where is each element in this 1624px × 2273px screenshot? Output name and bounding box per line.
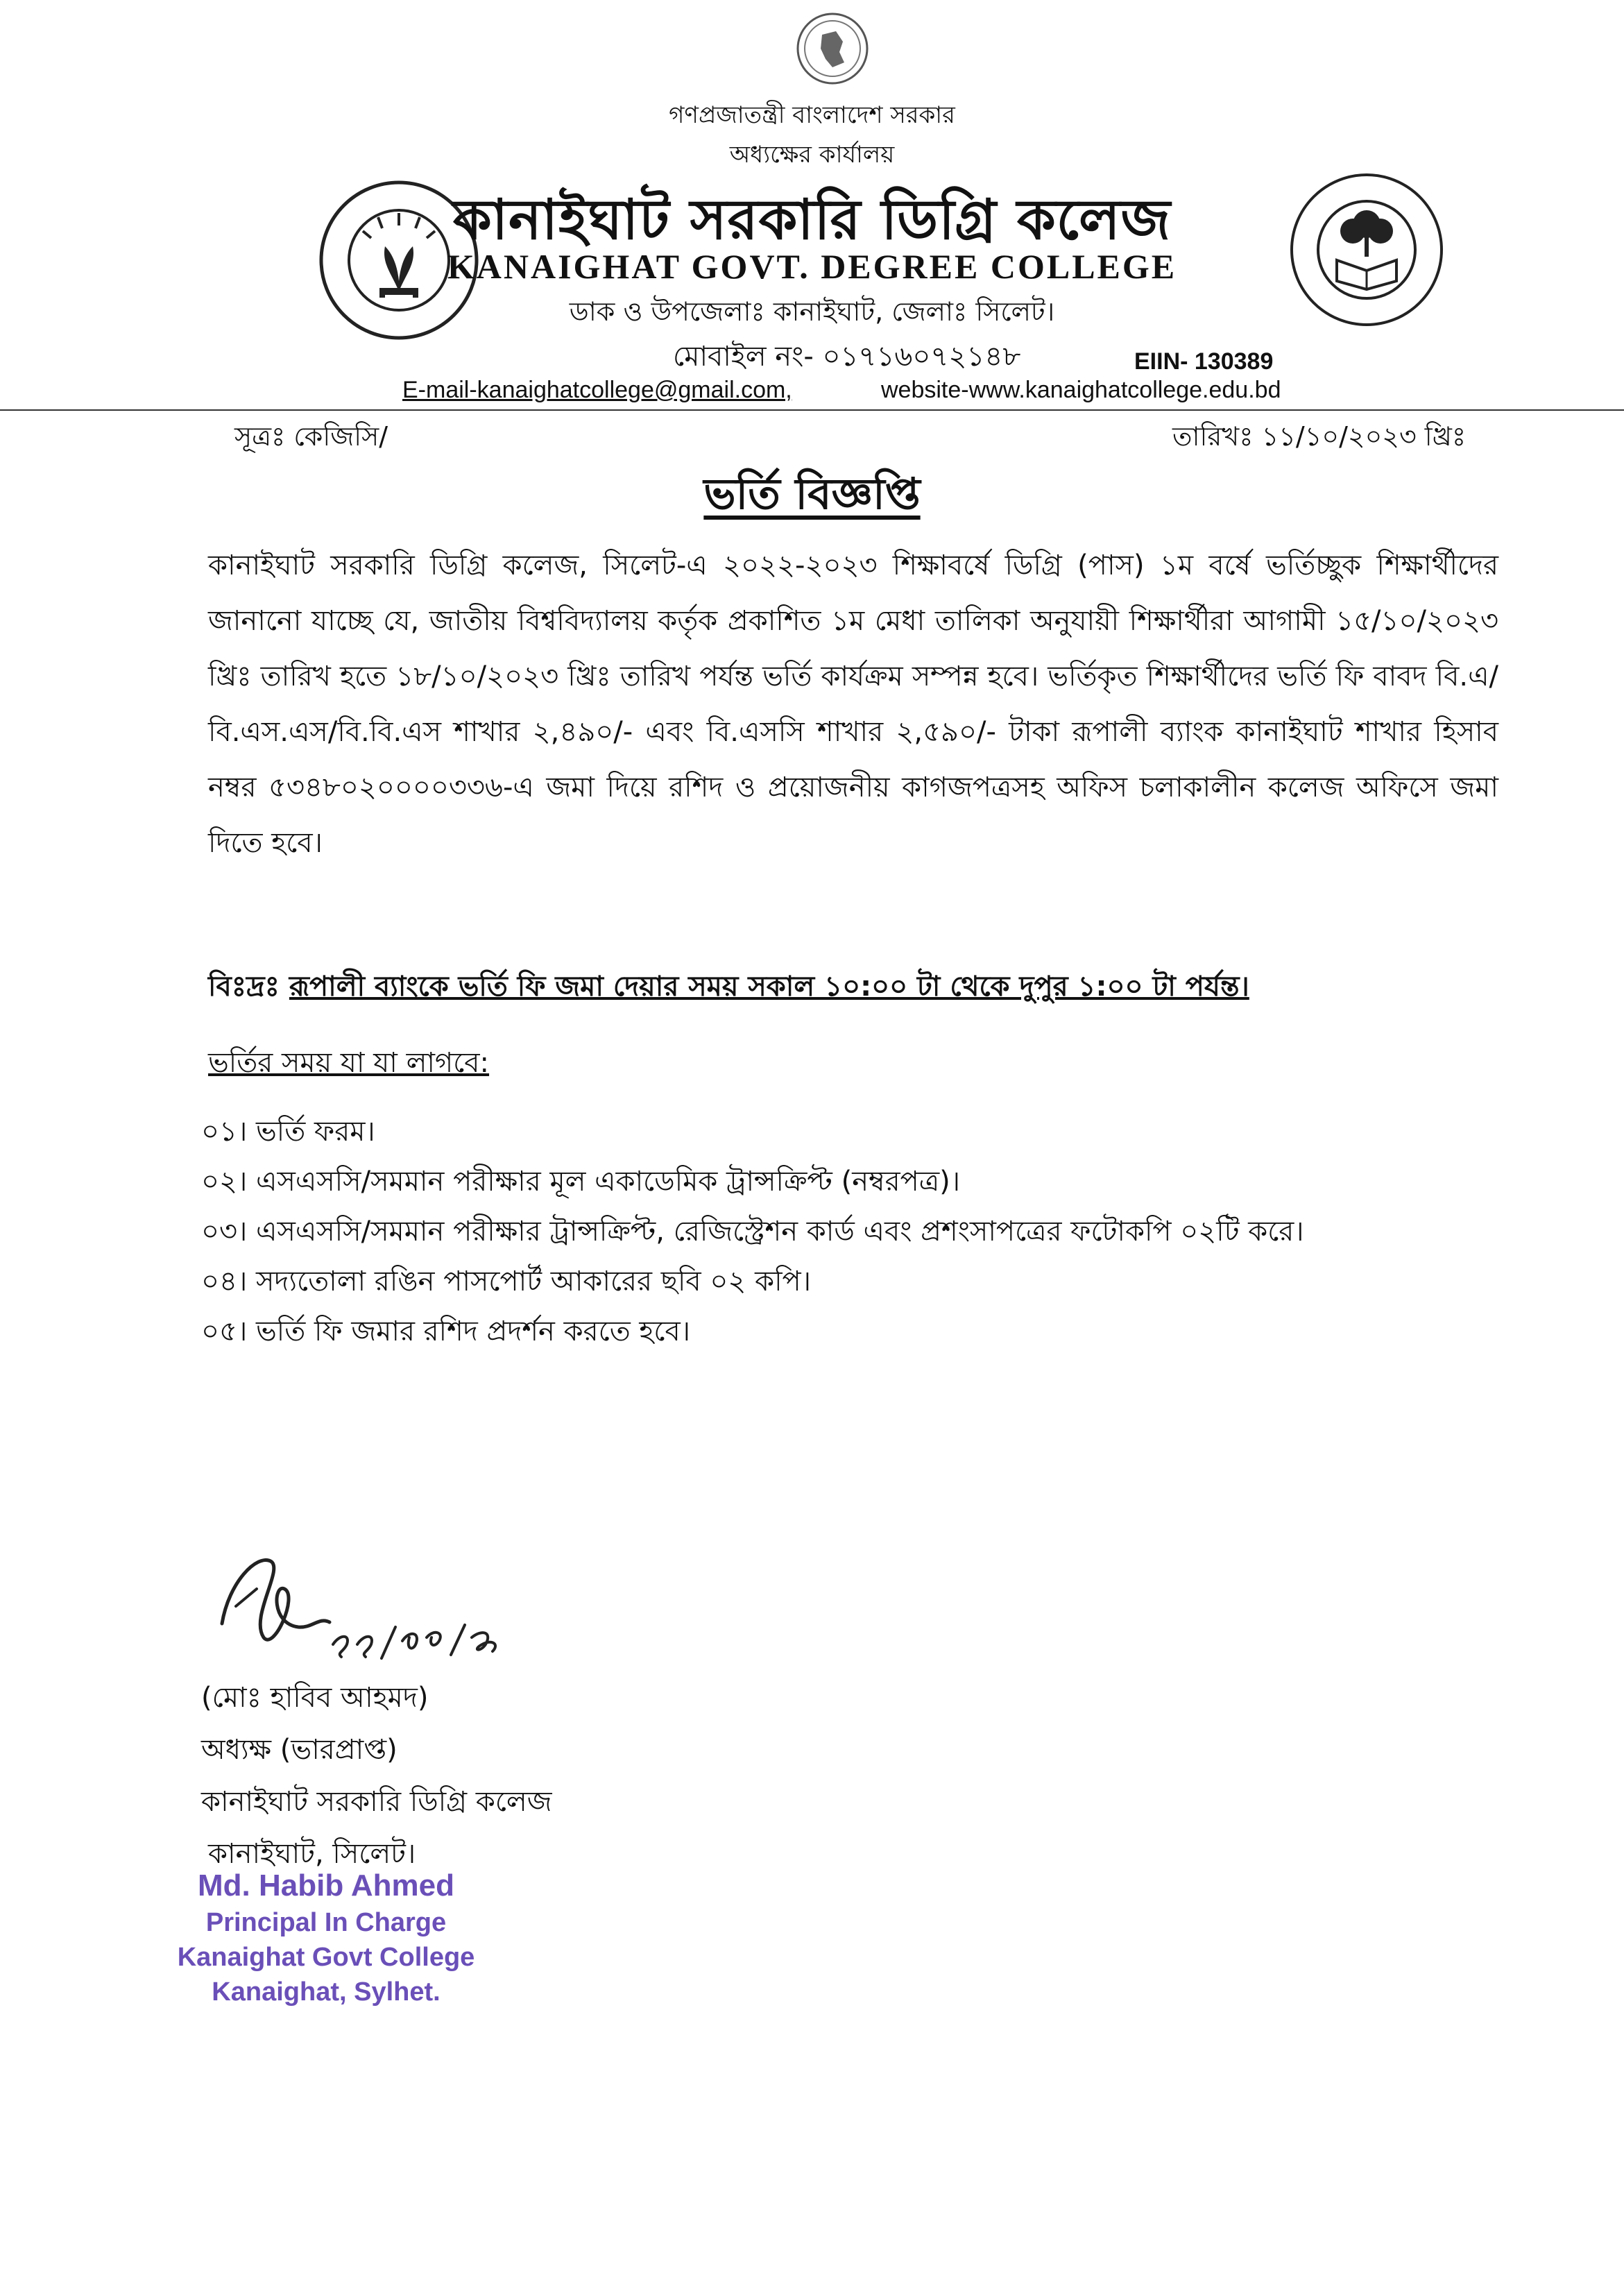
list-item: ০২। এসএসসি/সমমান পরীক্ষার মূল একাডেমিক ট্রান্সক্রিপ্ট (নম্বরপত্র)। (201, 1166, 961, 1198)
signatory-name: (মোঃ হাবিব আহমদ) (201, 1682, 429, 1714)
list-item: ০৫। ভর্তি ফি জমার রশিদ প্রদর্শন করতে হবে। (201, 1316, 691, 1347)
stamp-name: Md. Habib Ahmed (198, 1868, 454, 1902)
office-line: অধ্যক্ষের কার্যালয় (729, 141, 895, 169)
mobile-number: মোবাইল নং- ০১৭১৬০৭২১৪৮ (673, 341, 1021, 373)
signatory-title: অধ্যক্ষ (ভারপ্রাপ্ত) (201, 1734, 398, 1766)
stamp-college: Kanaighat Govt College (177, 1943, 475, 1972)
note-text: রূপালী ব্যাংকে ভর্তি ফি জমা দেয়ার সময় সকাল ১০:০০ টা থেকে দুপুর ১:০০ টা পর্যন্ত। (289, 971, 1249, 1003)
government-line: গণপ্রজাতন্ত্রী বাংলাদেশ সরকার (669, 101, 955, 129)
notice-body-paragraph: কানাইঘাট সরকারি ডিগ্রি কলেজ, সিলেট-এ ২০২২-২০২৩ শিক্ষাবর্ষে ডিগ্রি (পাস) ১ম বর্ষে ভর্তিচ্ছুক শিক্ষার্থীদের জানানো যাচ্ছে যে, জাতীয় বিশ্ববিদ্যালয় কর্তৃক প্রকাশিত ১ম মেধা তালিকা অনুযায়ী শিক্ষার্থীরা আগামী ১৫/১০/২০২৩ খ্রিঃ তারিখ হতে ১৮/১০/২০২৩ খ্রিঃ তারিখ পর্যন্ত ভর্তি কার্যক্রম সম্পন্ন হবে। ভর্তিকৃত শিক্ষার্থীদের ভর্তি ফি বাবদ বি.এ/বি.এস.এস/বি.বি.এস শাখার ২,৪৯০/- এবং বি.এসসি শাখার ২,৫৯০/- টাকা রূপালী ব্যাংক কানাইঘাট শাখার হিসাব নম্বর ৫৩৪৮০২০০০০৩৩৬-এ জমা দিয়ে রশিদ ও প্রয়োজনীয় কাগজপত্রসহ অফিস চলাকালীন কলেজ অফিসে জমা দিতে হবে। (208, 550, 1499, 859)
list-item: ০৪। সদ্যতোলা রঙিন পাসপোর্ট আকারের ছবি ০২ কপি। (201, 1266, 812, 1297)
handwritten-signature (208, 1540, 569, 1675)
requirements-list (201, 1107, 1304, 1356)
college-name-bangla: কানাইঘাট সরকারি ডিগ্রি কলেজ (452, 187, 1172, 252)
official-stamp (153, 1866, 499, 2009)
stamp-location: Kanaighat, Sylhet. (212, 1977, 441, 2007)
note-line (208, 964, 1249, 1011)
email-link[interactable]: E-mail-kanaighatcollege@gmail.com, (402, 377, 792, 403)
note-prefix: বিঃদ্রঃ (208, 971, 280, 1003)
notice-title-text: ভর্তি বিজ্ঞপ্তি (703, 468, 921, 519)
notice-title (0, 461, 1624, 533)
notice-date: তারিখঃ ১১/১০/২০২৩ খ্রিঃ (1172, 421, 1467, 452)
slogan-logo-icon (1287, 170, 1446, 332)
college-name-english: KANAIGHAT GOVT. DEGREE COLLEGE (447, 247, 1177, 286)
signatory-place: কানাইঘাট, সিলেট। (208, 1838, 416, 1870)
stamp-designation: Principal In Charge (205, 1908, 447, 1937)
government-emblem-icon (794, 10, 871, 90)
requirements-title: ভর্তির সময় যা যা লাগবে: (208, 1047, 490, 1079)
college-address: ডাক ও উপজেলাঃ কানাইঘাট, জেলাঃ সিলেট। (569, 296, 1055, 327)
list-item: ০১। ভর্তি ফরম। (201, 1116, 375, 1148)
eiin-number: EIIN- 130389 (1134, 348, 1274, 375)
reference-number: সূত্রঃ কেজিসি/ (234, 421, 388, 452)
header-divider (0, 409, 1624, 411)
list-item: ০৩। এসএসসি/সমমান পরীক্ষার ট্রান্সক্রিপ্ট, রেজিস্ট্রেশন কার্ড এবং প্রশংসাপত্রের ফটোকপি ০২টি করে। (201, 1216, 1304, 1248)
signatory-college: কানাইঘাট সরকারি ডিগ্রি কলেজ (201, 1786, 552, 1818)
website-link[interactable]: website-www.kanaighatcollege.edu.bd (881, 377, 1281, 403)
